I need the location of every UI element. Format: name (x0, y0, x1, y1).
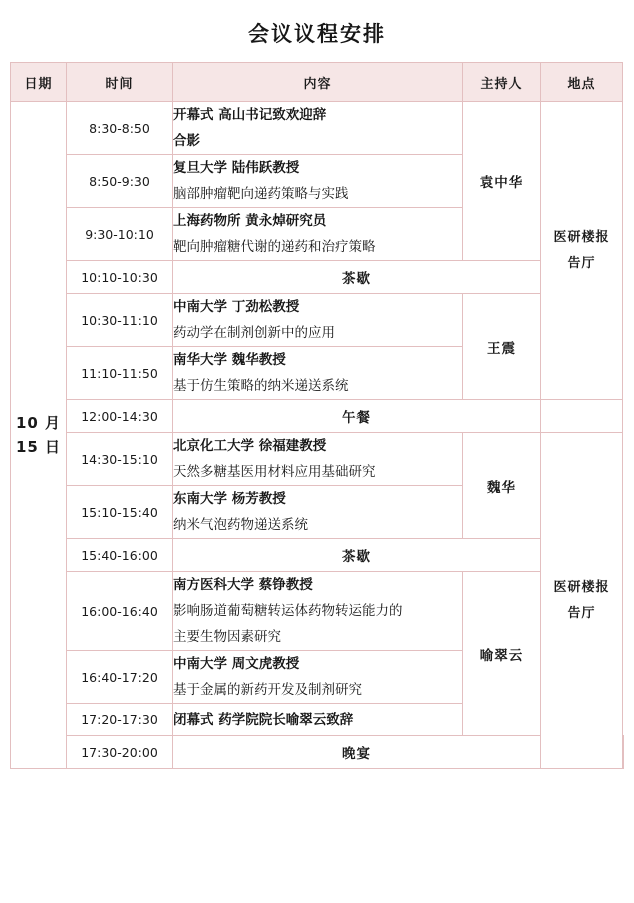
place-line-2: 告厅 (567, 255, 596, 271)
content-cell (173, 208, 463, 261)
break-cell: 茶歇 (173, 539, 541, 572)
host-cell: 魏华 (463, 433, 541, 539)
header-content: 内容 (173, 63, 463, 102)
content-cell (173, 704, 463, 736)
table-row (11, 102, 624, 155)
place-line-2: 告厅 (567, 605, 596, 621)
content-line: 纳米气泡药物递送系统 (173, 517, 308, 533)
content-cell (173, 651, 463, 704)
time-cell: 11:10-11:50 (67, 347, 173, 400)
content-line: 靶向肿瘤糖代谢的递药和治疗策略 (173, 239, 376, 255)
place-cell-empty (541, 400, 623, 433)
content-cell (173, 433, 463, 486)
table-row (11, 433, 624, 486)
table-row (11, 572, 624, 651)
header-place: 地点 (541, 63, 623, 102)
content-line: 南方医科大学 蔡铮教授 (173, 577, 313, 593)
content-cell (173, 102, 463, 155)
content-line: 中南大学 丁劲松教授 (173, 299, 300, 315)
time-cell: 12:00-14:30 (67, 400, 173, 433)
time-cell: 9:30-10:10 (67, 208, 173, 261)
date-line-2: 15 日 (15, 438, 62, 456)
header-date: 日期 (11, 63, 67, 102)
time-cell: 17:20-17:30 (67, 704, 173, 736)
break-cell: 午餐 (173, 400, 541, 433)
content-line: 药动学在制剂创新中的应用 (173, 325, 335, 341)
page-title: 会议议程安排 (248, 22, 386, 46)
time-cell: 10:10-10:30 (67, 261, 173, 294)
host-cell: 喻翠云 (463, 572, 541, 736)
header-time: 时间 (67, 63, 173, 102)
content-cell (173, 486, 463, 539)
content-line: 天然多糖基医用材料应用基础研究 (173, 464, 376, 480)
content-line: 闭幕式 药学院院长喻翠云致辞 (173, 711, 354, 728)
content-line: 影响肠道葡萄糖转运体药物转运能力的 (173, 603, 403, 619)
content-line: 上海药物所 黄永焯研究员 (173, 213, 327, 229)
table-row (11, 294, 624, 347)
content-line: 合影 (173, 133, 200, 149)
place-cell (541, 102, 623, 400)
time-cell: 8:50-9:30 (67, 155, 173, 208)
time-cell: 8:30-8:50 (67, 102, 173, 155)
content-line: 主要生物因素研究 (173, 629, 281, 645)
agenda-table (10, 62, 624, 769)
time-cell: 14:30-15:10 (67, 433, 173, 486)
table-row (11, 736, 624, 769)
break-cell: 茶歇 (173, 261, 541, 294)
content-cell (173, 155, 463, 208)
place-line-1: 医研楼报 (553, 579, 610, 595)
content-line: 基于金属的新药开发及制剂研究 (173, 682, 362, 698)
host-cell: 王震 (463, 294, 541, 400)
time-cell: 17:30-20:00 (67, 736, 173, 769)
date-cell (11, 102, 67, 769)
time-cell: 15:10-15:40 (67, 486, 173, 539)
place-cell-empty (623, 736, 624, 769)
table-row (11, 400, 624, 433)
content-line: 脑部肿瘤靶向递药策略与实践 (173, 186, 349, 202)
content-line: 中南大学 周文虎教授 (173, 656, 300, 672)
time-cell: 16:00-16:40 (67, 572, 173, 651)
table-row (11, 539, 624, 572)
place-line-1: 医研楼报 (553, 229, 610, 245)
content-cell (173, 294, 463, 347)
date-line-1: 10 月 (15, 414, 62, 432)
time-cell: 15:40-16:00 (67, 539, 173, 572)
content-line: 北京化工大学 徐福建教授 (173, 438, 327, 454)
table-body (11, 102, 624, 769)
content-cell (173, 572, 463, 651)
time-cell: 16:40-17:20 (67, 651, 173, 704)
header-row (11, 63, 624, 102)
break-cell: 晚宴 (173, 736, 541, 769)
host-cell: 袁中华 (463, 102, 541, 261)
content-cell (173, 347, 463, 400)
table-row (11, 261, 624, 294)
content-line: 东南大学 杨芳教授 (173, 491, 286, 507)
table-header (11, 63, 624, 102)
content-line: 基于仿生策略的纳米递送系统 (173, 378, 349, 394)
content-line: 开幕式 高山书记致欢迎辞 (173, 107, 327, 123)
time-cell: 10:30-11:10 (67, 294, 173, 347)
content-line: 南华大学 魏华教授 (173, 352, 286, 368)
place-cell (541, 433, 623, 769)
header-host: 主持人 (463, 63, 541, 102)
content-line: 复旦大学 陆伟跃教授 (173, 160, 300, 176)
